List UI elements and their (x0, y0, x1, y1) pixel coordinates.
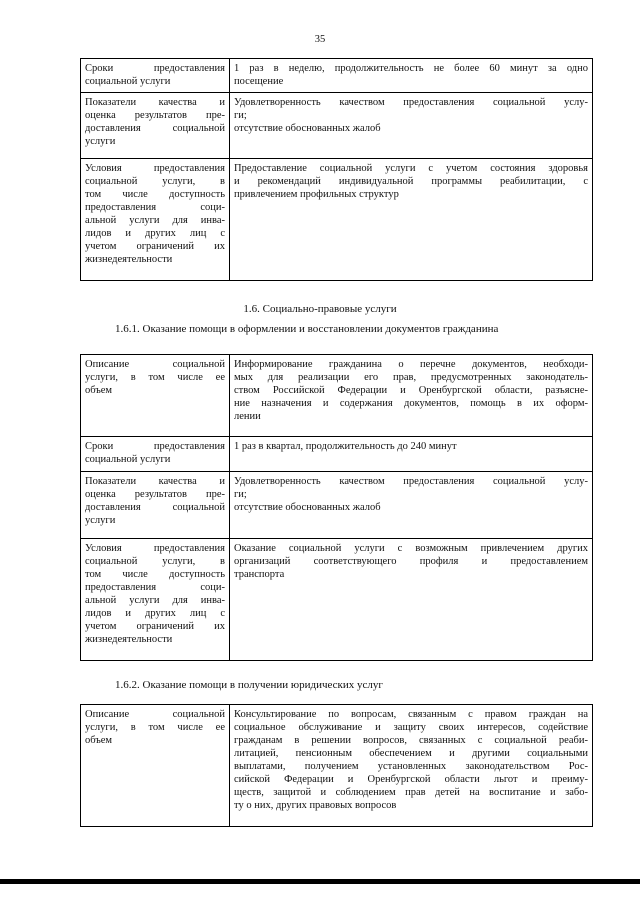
row-value (230, 472, 593, 539)
cell-line: оценка результатов пре- (85, 110, 225, 121)
cell-line: мых для реализации его прав, предусмотренных законодатель- (234, 372, 588, 383)
cell-line: ществ, защитой и соблюдением прав детей на воспитание и забо- (234, 787, 588, 798)
table-row (81, 705, 593, 827)
service-table-1 (80, 58, 593, 281)
cell-line: социальной услуги, в (85, 176, 225, 187)
cell-line: лидов и других лиц с (85, 228, 225, 239)
cell-line: Описание социальной (85, 709, 225, 720)
cell-line: социальной услуги (85, 454, 171, 465)
cell-line: Удовлетворенность качеством предоставления социальной услу- (234, 476, 588, 487)
cell-line: ги; (234, 489, 247, 500)
cell-line: услуги (85, 515, 116, 526)
cell-line: сийской Федерации и Оренбургской области льгот и преиму- (234, 774, 588, 785)
cell-line: социальное обслуживание и защиту своих интересов, содействие (234, 722, 588, 733)
cell-line: жизнедеятельности (85, 634, 173, 645)
table-row (81, 355, 593, 437)
table-row (81, 59, 593, 93)
cell-line: лидов и других лиц с (85, 608, 225, 619)
row-label (81, 355, 230, 437)
service-table-2 (80, 354, 593, 661)
cell-line: учетом ограничений их (85, 241, 225, 252)
cell-line: доставления социальной (85, 502, 225, 513)
row-value (230, 705, 593, 827)
cell-line: оценка результатов пре- (85, 489, 225, 500)
cell-line: том числе доступность (85, 189, 225, 200)
cell-line: Сроки предоставления (85, 63, 225, 74)
cell-line: Показатели качества и (85, 97, 225, 108)
cell-line: ги; (234, 110, 247, 121)
row-value (230, 59, 593, 93)
service-table-3 (80, 704, 593, 827)
cell-line: жизнедеятельности (85, 254, 173, 265)
cell-line: отсутствие обоснованных жалоб (234, 502, 381, 513)
cell-line: Удовлетворенность качеством предоставления социальной услу- (234, 97, 588, 108)
cell-line: альной услуги для инва- (85, 215, 225, 226)
cell-line: Условия предоставления (85, 543, 225, 554)
cell-line: Оказание социальной услуги с возможным привлечением других (234, 543, 588, 554)
row-value (230, 437, 593, 472)
row-value (230, 355, 593, 437)
cell-line: Информирование гражданина о перечне документов, необходи- (234, 359, 588, 370)
row-label (81, 59, 230, 93)
cell-line: предоставления соци- (85, 202, 225, 213)
cell-line: Сроки предоставления (85, 441, 225, 452)
cell-line: предоставления соци- (85, 582, 225, 593)
cell-line: объем (85, 735, 113, 746)
cell-line: Условия предоставления (85, 163, 225, 174)
cell-line: ние назначения и содержания документов, помощь в их оформ- (234, 398, 588, 409)
row-label (81, 472, 230, 539)
cell-line: 1 раз в неделю, продолжительность не более 60 минут за одно (234, 63, 588, 74)
row-label (81, 437, 230, 472)
cell-line: том числе доступность (85, 569, 225, 580)
cell-line: Описание социальной (85, 359, 225, 370)
row-label (81, 539, 230, 661)
cell-line: привлечением профильных структур (234, 189, 399, 200)
cell-line: Консультирование по вопросам, связанным с правом граждан на (234, 709, 588, 720)
cell-line: Предоставление социальной услуги с учетом состояния здоровья (234, 163, 588, 174)
cell-line: транспорта (234, 569, 285, 580)
cell-line: гражданам в решении вопросов, связанных с социальной реаби- (234, 735, 588, 746)
cell-line: литацией, пенсионным обеспечением и другими социальными (234, 748, 588, 759)
cell-line: социальной услуги (85, 76, 171, 87)
table-row (81, 93, 593, 159)
cell-line: альной услуги для инва- (85, 595, 225, 606)
cell-line: выплатами, получением установленных законодательством Рос- (234, 761, 588, 772)
cell-line: посещение (234, 76, 284, 87)
row-value (230, 539, 593, 661)
cell-line: ту о них, других правовых вопросов (234, 800, 397, 811)
row-value (230, 93, 593, 159)
cell-line: отсутствие обоснованных жалоб (234, 123, 381, 134)
table-row (81, 437, 593, 472)
section-heading: 1.6. Социально-правовые услуги (243, 303, 397, 315)
cell-line: объем (85, 385, 113, 396)
subsection-heading: 1.6.2. Оказание помощи в получении юридических услуг (115, 679, 383, 691)
cell-line: лении (234, 411, 261, 422)
page-number: 35 (314, 34, 326, 45)
row-label (81, 705, 230, 827)
cell-line: организаций соответствующего профиля и предоставлением (234, 556, 588, 567)
cell-line: 1 раз в квартал, продолжительность до 240 минут (234, 441, 457, 452)
cell-line: и рекомендаций индивидуальной программы реабилитации, с (234, 176, 588, 187)
cell-line: доставления социальной (85, 123, 225, 134)
row-label (81, 159, 230, 281)
row-label (81, 93, 230, 159)
cell-line: социальной услуги, в (85, 556, 225, 567)
table-row (81, 159, 593, 281)
cell-line: Показатели качества и (85, 476, 225, 487)
cell-line: ством Российской Федерации и Оренбургской области, разъясне- (234, 385, 588, 396)
bottom-rule (0, 879, 640, 884)
table-row (81, 472, 593, 539)
cell-line: услуги, в том числе ее (85, 372, 225, 383)
cell-line: услуги, в том числе ее (85, 722, 225, 733)
cell-line: услуги (85, 136, 116, 147)
table-row (81, 539, 593, 661)
subsection-heading: 1.6.1. Оказание помощи в оформлении и восстановлении документов гражданина (115, 323, 499, 335)
row-value (230, 159, 593, 281)
cell-line: учетом ограничений их (85, 621, 225, 632)
